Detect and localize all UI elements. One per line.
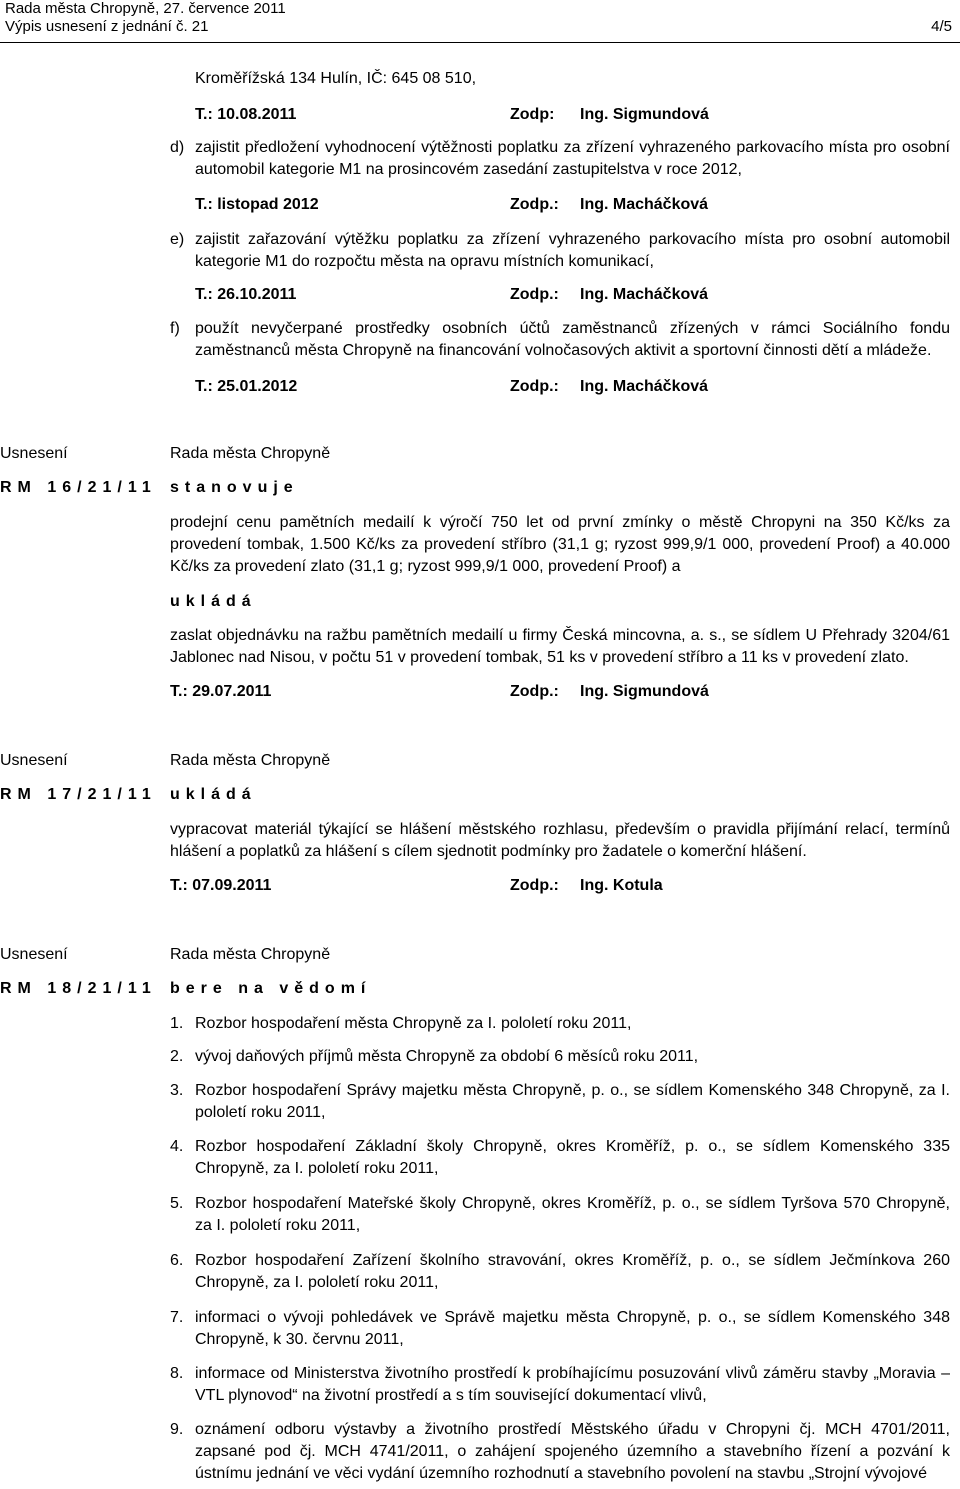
- resolution-verb: ukládá: [170, 786, 257, 803]
- header-title: Rada města Chropyně, 27. července 2011: [5, 0, 286, 17]
- page-header: [5, 0, 286, 36]
- task-item: [170, 137, 950, 181]
- resolution-number: RM 16/21/11: [0, 479, 157, 496]
- list-number: 9.: [170, 1421, 184, 1438]
- list-item: [170, 1013, 950, 1035]
- due-date: T.: 25.01.2012: [195, 378, 298, 395]
- address-line: Kroměřížská 134 Hulín, IČ: 645 08 510,: [195, 70, 477, 87]
- list-item: [170, 1419, 950, 1485]
- task-label: f): [170, 320, 180, 337]
- list-text: Rozbor hospodaření města Chropyně za I. pololetí roku 2011,: [195, 1015, 632, 1032]
- task-item: [170, 318, 950, 362]
- responsible-label: Zodp:: [510, 106, 555, 123]
- list-text: oznámení odboru výstavby a životního prostředí Městského úřadu v Chropyni čj. MCH 4701/2011, zapsané pod čj. MCH 4741/2011, o zahájení spojeného územního a stavebního řízení a pozvání k ústnímu jednání ve věci vydání územního rozhodnutí a stavebního povolení na stavbu „Strojní vývojové: [195, 1421, 950, 1482]
- due-date: T.: 29.07.2011: [170, 683, 272, 700]
- list-number: 1.: [170, 1015, 184, 1032]
- due-date: T.: 07.09.2011: [170, 877, 272, 894]
- header-divider: [0, 42, 960, 43]
- resolution-heading: Usnesení: [0, 946, 68, 963]
- list-text: Rozbor hospodaření Základní školy Chropyně, okres Kroměříž, p. o., se sídlem Komenského 335 Chropyně, za I. pololetí roku 2011,: [195, 1138, 950, 1177]
- list-text: informace od Ministerstva životního prostředí k probíhajícímu posuzování vlivů záměru stavby „Moravia – VTL plynovod“ na životní prostředí a s tím související dokumentací vlivů,: [195, 1365, 950, 1404]
- due-date: T.: 26.10.2011: [195, 286, 297, 303]
- responsible-person: Ing. Kotula: [580, 877, 663, 894]
- list-item: [170, 1046, 950, 1068]
- task-item: [170, 229, 950, 273]
- responsible-label: Zodp.:: [510, 877, 559, 894]
- list-text: Rozbor hospodaření Mateřské školy Chropyně, okres Kroměříž, p. o., se sídlem Tyršova 570 Chropyně, za I. pololetí roku 2011,: [195, 1195, 950, 1234]
- resolution-text: vypracovat materiál týkající se hlášení městského rozhlasu, především o pravidla přijímání relací, termínů hlášení a poplatků za hlášení s cílem sjednotit podmínky pro žadatele o komerční hlášení.: [170, 821, 950, 860]
- resolution-verb: stanovuje: [170, 479, 299, 496]
- resolution-number: RM 17/21/11: [0, 786, 157, 803]
- task-label: e): [170, 231, 185, 248]
- list-number: 7.: [170, 1309, 184, 1326]
- list-item: [170, 1363, 950, 1407]
- list-text: Rozbor hospodaření Správy majetku města Chropyně, p. o., se sídlem Komenského 348 Chropyně, za I. pololetí roku 2011,: [195, 1082, 950, 1121]
- resolution-verb: ukládá: [170, 593, 257, 610]
- list-number: 8.: [170, 1365, 184, 1382]
- responsible-person: Ing. Sigmundová: [580, 106, 709, 123]
- responsible-person: Ing. Macháčková: [580, 378, 709, 395]
- list-item: [170, 1136, 950, 1180]
- task-text: zajistit zařazování výtěžku poplatku za zřízení vyhrazeného parkovacího místa pro osobní automobil kategorie M1 do rozpočtu města na opravu místních komunikací,: [195, 231, 950, 270]
- list-number: 3.: [170, 1082, 184, 1099]
- list-item: [170, 1080, 950, 1124]
- responsible-label: Zodp.:: [510, 683, 559, 700]
- list-item: [170, 1193, 950, 1237]
- list-text: vývoj daňových příjmů města Chropyně za období 6 měsíců roku 2011,: [195, 1048, 699, 1065]
- resolution-text: prodejní cenu pamětních medailí k výročí 750 let od první zmínky o městě Chropyni na 350 Kč/ks za provedení tombak, 1.500 Kč/ks za provedení stříbro (31,1 g; ryzost 999,9/1 000, provedení Proof) a 40.000 Kč/ks za provedení zlato (31,1 g; ryzost 999,9/1 000, provedení Proof) a: [170, 514, 950, 575]
- list-number: 4.: [170, 1138, 184, 1155]
- page-number: 4/5: [931, 18, 952, 35]
- responsible-person: Ing. Macháčková: [580, 196, 709, 213]
- responsible-person: Ing. Macháčková: [580, 286, 709, 303]
- list-text: Rozbor hospodaření Zařízení školního stravování, okres Kroměříž, p. o., se sídlem Ječmínkova 260 Chropyně, za I. pololetí roku 2011,: [195, 1252, 950, 1291]
- resolution-number: RM 18/21/11: [0, 980, 157, 997]
- header-subtitle: Výpis usnesení z jednání č. 21: [5, 18, 209, 35]
- responsible-label: Zodp.:: [510, 378, 559, 395]
- task-label: d): [170, 139, 185, 156]
- resolution-heading: Usnesení: [0, 752, 68, 769]
- responsible-label: Zodp.:: [510, 286, 559, 303]
- responsible-person: Ing. Sigmundová: [580, 683, 709, 700]
- list-text: informaci o vývoji pohledávek ve Správě majetku města Chropyně, p. o., se sídlem Komenského 348 Chropyně, k 30. červnu 2011,: [195, 1309, 950, 1348]
- list-number: 2.: [170, 1048, 184, 1065]
- resolution-heading: Usnesení: [0, 445, 68, 462]
- list-item: [170, 1250, 950, 1294]
- resolution-body: Rada města Chropyně: [170, 946, 331, 963]
- responsible-label: Zodp.:: [510, 196, 559, 213]
- resolution-verb: bere na vědomí: [170, 980, 372, 997]
- list-number: 6.: [170, 1252, 184, 1269]
- resolution-body: Rada města Chropyně: [170, 752, 331, 769]
- list-number: 5.: [170, 1195, 184, 1212]
- task-text: zajistit předložení vyhodnocení výtěžnosti poplatku za zřízení vyhrazeného parkovacího místa pro osobní automobil kategorie M1 na prosincovém zasedání zastupitelstva v roce 2012,: [195, 139, 950, 178]
- resolution-body: Rada města Chropyně: [170, 445, 331, 462]
- resolution-text: zaslat objednávku na ražbu pamětních medailí u firmy Česká mincovna, a. s., se sídlem U Přehrady 3204/61 Jablonec nad Nisou, v počtu 51 v provedení tombak, 51 ks v provedení stříbro a 11 ks v provedení zlato.: [170, 627, 950, 666]
- due-date: T.: 10.08.2011: [195, 106, 297, 123]
- due-date: T.: listopad 2012: [195, 196, 319, 213]
- list-item: [170, 1307, 950, 1351]
- task-text: použít nevyčerpané prostředky osobních účtů zaměstnanců zřízených v rámci Sociálního fondu zaměstnanců města Chropyně na financování volnočasových aktivit a sportovní činnosti dětí a mládeže.: [195, 320, 950, 359]
